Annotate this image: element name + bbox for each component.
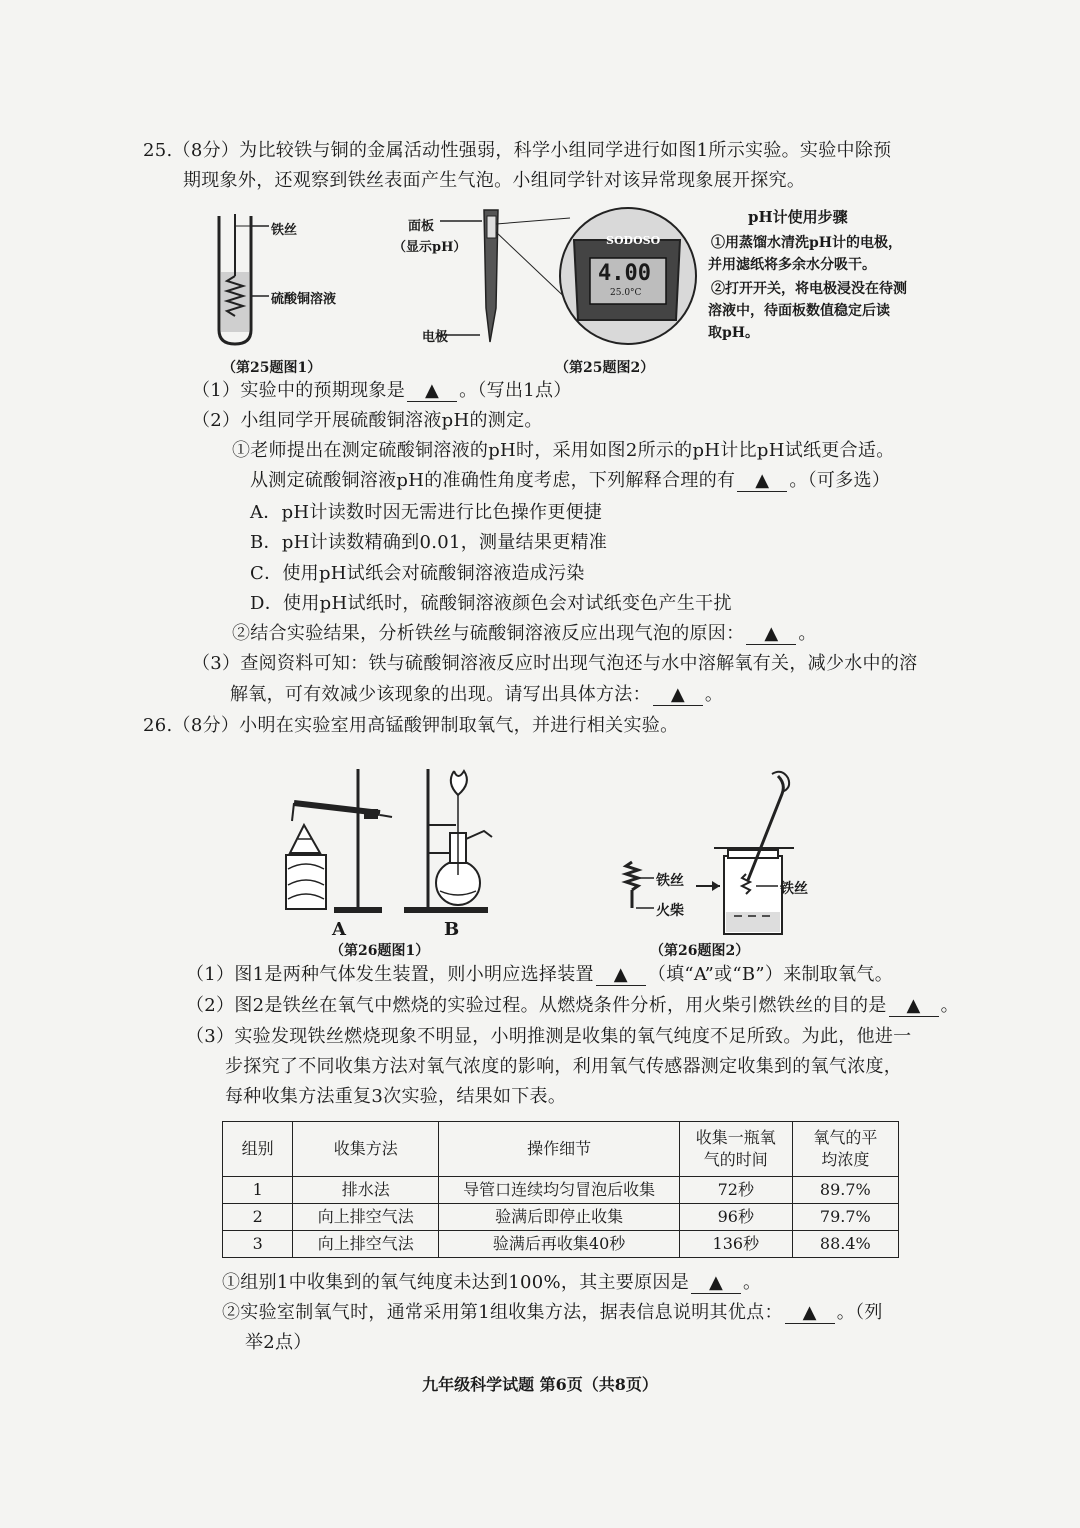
q26-part2-end: 。 [940,995,959,1016]
q26-part3-sub2-text: ②实验室制氧气时，通常采用第1组收集方法，据表信息说明其优点： [222,1302,783,1323]
table-row [223,1231,899,1258]
fig26-2-iron-burning [618,770,838,940]
q26-part3-sub1-text: ①组别1中收集到的氧气纯度未达到100%，其主要原因是 [222,1272,690,1293]
q26-part1-text: （1）图1是两种气体发生装置，则小明应选择装置 [186,964,594,985]
ph-step-2b: 溶液中，待面板数值稳定后读 [708,303,890,319]
th-method-text: 收集方法 [333,1139,398,1158]
table-row [223,1177,899,1204]
q26-part3-sub2-note: 。（列 [836,1302,883,1323]
q26-part3-line1: （3）实验发现铁丝燃烧现象不明显，小明推测是收集的氧气纯度不足所致。为此，他进一 [186,1026,912,1047]
option-a: A．pH计读数时因无需进行比色操作更便捷 [250,502,603,523]
q25-part2: （2）小组同学开展硫酸铜溶液pH的测定。 [192,410,543,431]
cell-time: 136秒 [679,1231,792,1258]
ph-step-1b: 并用滤纸将多余水分吸干。 [708,257,876,273]
fig25-2-panel-sub-label: （显示pH） [393,240,467,255]
fig26-1-apparatus [280,765,500,925]
answer-blank[interactable]: ▲ [691,1273,741,1294]
cell-detail: 验满后即停止收集 [439,1204,680,1231]
cell-detail: 导管口连续均匀冒泡后收集 [439,1177,680,1204]
q25-intro-line1: 25.（8分）为比较铁与铜的金属活动性强弱，科学小组同学进行如图1所示实验。实验中除预 [143,140,892,161]
th-group-text: 组别 [241,1139,274,1158]
cell-time: 72秒 [679,1177,792,1204]
th-concentration [792,1122,898,1177]
option-b: B．pH计读数精确到0.01，测量结果更精准 [250,532,608,553]
cell-concentration: 88.4% [792,1231,898,1258]
option-c: C．使用pH试纸会对硫酸铜溶液造成污染 [250,563,585,584]
oxygen-collection-table [222,1121,899,1258]
q25-part1-text: （1）实验中的预期现象是 [192,380,406,401]
q25-part3-end: 。 [704,684,724,705]
answer-blank[interactable]: ▲ [889,996,939,1017]
fig26-1-label-a: A [332,919,347,940]
q25-part2-sub1-note: 。（可多选） [789,470,891,491]
answer-blank[interactable]: ▲ [785,1303,835,1324]
fig25-2-caption: （第25题图2） [555,360,655,376]
q26-part3-sub2-cont: 举2点） [245,1332,312,1353]
q26-part3-line3: 每种收集方法重复3次实验，结果如下表。 [225,1086,567,1107]
cell-group: 3 [223,1231,293,1258]
q26-part1-note: （填“A”或“B”）来制取氧气。 [647,964,894,985]
th-detail [439,1122,680,1177]
cell-method: 排水法 [293,1177,439,1204]
fig26-2-caption: （第26题图2） [650,943,750,959]
cell-concentration: 79.7% [792,1204,898,1231]
th-detail-text: 操作细节 [527,1139,592,1158]
cell-detail: 验满后再收集40秒 [439,1231,680,1258]
cell-method: 向上排空气法 [293,1204,439,1231]
answer-blank[interactable]: ▲ [746,624,796,645]
table-row [223,1204,899,1231]
page-footer: 九年级科学试题 第6页（共8页） [422,1375,658,1394]
option-d: D．使用pH试纸时，硫酸铜溶液颜色会对试纸变色产生干扰 [250,593,732,614]
q25-part1 [192,378,572,404]
q26-part3-sub1 [222,1270,761,1296]
fig26-2-match-label: 火柴 [656,903,684,919]
th-time-text-2: 气的时间 [703,1150,768,1169]
ph-step-2a: ②打开开关，将电极浸没在待测 [711,281,907,297]
answer-blank[interactable]: ▲ [596,965,646,986]
fig25-2-display-brand: SODOSO [606,234,661,247]
q26-part1 [186,962,893,988]
fig26-1-label-b: B [444,919,460,940]
q25-part3-line1: （3）查阅资料可知：铁与硫酸铜溶液反应时出现气泡还与水中溶解氧有关，减少水中的溶 [192,653,918,674]
fig25-1-caption: （第25题图1） [222,360,322,376]
fig25-2-display-sub: 25.0°C [610,288,642,298]
cell-time: 96秒 [679,1204,792,1231]
th-group [223,1122,293,1177]
cell-concentration: 89.7% [792,1177,898,1204]
answer-blank[interactable]: ▲ [407,381,457,402]
fig26-2-wire-right-label: 铁丝 [780,881,808,897]
fig25-2-panel-label: 面板 [408,219,435,234]
fig26-1-caption: （第26题图1） [330,943,430,959]
th-concentration-text-2: 均浓度 [821,1150,870,1169]
cell-group: 2 [223,1204,293,1231]
q26-part2 [186,993,959,1019]
q25-part2-sub1-text: 从测定硫酸铜溶液pH的准确性角度考虑，下列解释合理的有 [250,470,736,491]
cell-method: 向上排空气法 [293,1231,439,1258]
answer-blank[interactable]: ▲ [653,685,703,706]
th-method [293,1122,439,1177]
answer-blank[interactable]: ▲ [737,471,787,492]
fig26-2-wire-left-label: 铁丝 [656,873,684,889]
fig25-1-solution-label: 硫酸铜溶液 [271,292,337,307]
q25-part3-line2 [230,682,723,708]
q26-intro: 26.（8分）小明在实验室用高锰酸钾制取氧气，并进行相关实验。 [143,715,679,736]
q26-part2-text: （2）图2是铁丝在氧气中燃烧的实验过程。从燃烧条件分析，用火柴引燃铁丝的目的是 [186,995,887,1016]
fig25-2-display-value: 4.00 [598,261,651,286]
ph-step-1a: ①用蒸馏水清洗pH计的电极， [711,235,903,251]
q26-part3-sub2 [222,1300,883,1326]
q25-part3-text: 解氧，可有效减少该现象的出现。请写出具体方法： [230,684,651,705]
table-header-row [223,1122,899,1177]
q26-part3-line2: 步探究了不同收集方法对氧气浓度的影响，利用氧气传感器测定收集到的氧气浓度， [225,1056,903,1077]
fig25-1-wire-label: 铁丝 [271,223,298,238]
q25-part2-sub1-line1: ①老师提出在测定硫酸铜溶液的pH时，采用如图2所示的pH计比pH试纸更合适。 [232,440,895,461]
q25-part2-sub2-end: 。 [798,623,817,644]
th-concentration-text-1: 氧气的平 [813,1128,878,1147]
q26-part3-sub1-end: 。 [743,1272,762,1293]
q25-intro-line2: 期现象外，还观察到铁丝表面产生气泡。小组同学针对该异常现象展开探究。 [183,170,806,191]
q25-part2-sub2 [232,621,817,647]
ph-steps-title: pH计使用步骤 [748,208,848,226]
q25-part2-sub1-line2 [250,468,890,494]
ph-step-2c: 取pH。 [708,325,760,341]
fig25-2-electrode-label: 电极 [422,330,449,345]
fig25-2-ph-meter [440,204,700,354]
q25-part2-sub2-text: ②结合实验结果，分析铁丝与硫酸铜溶液反应出现气泡的原因： [232,623,745,644]
cell-group: 1 [223,1177,293,1204]
th-time-text-1: 收集一瓶氧 [695,1128,776,1147]
q25-part1-note: 。（写出1点） [459,380,572,401]
th-time [679,1122,792,1177]
